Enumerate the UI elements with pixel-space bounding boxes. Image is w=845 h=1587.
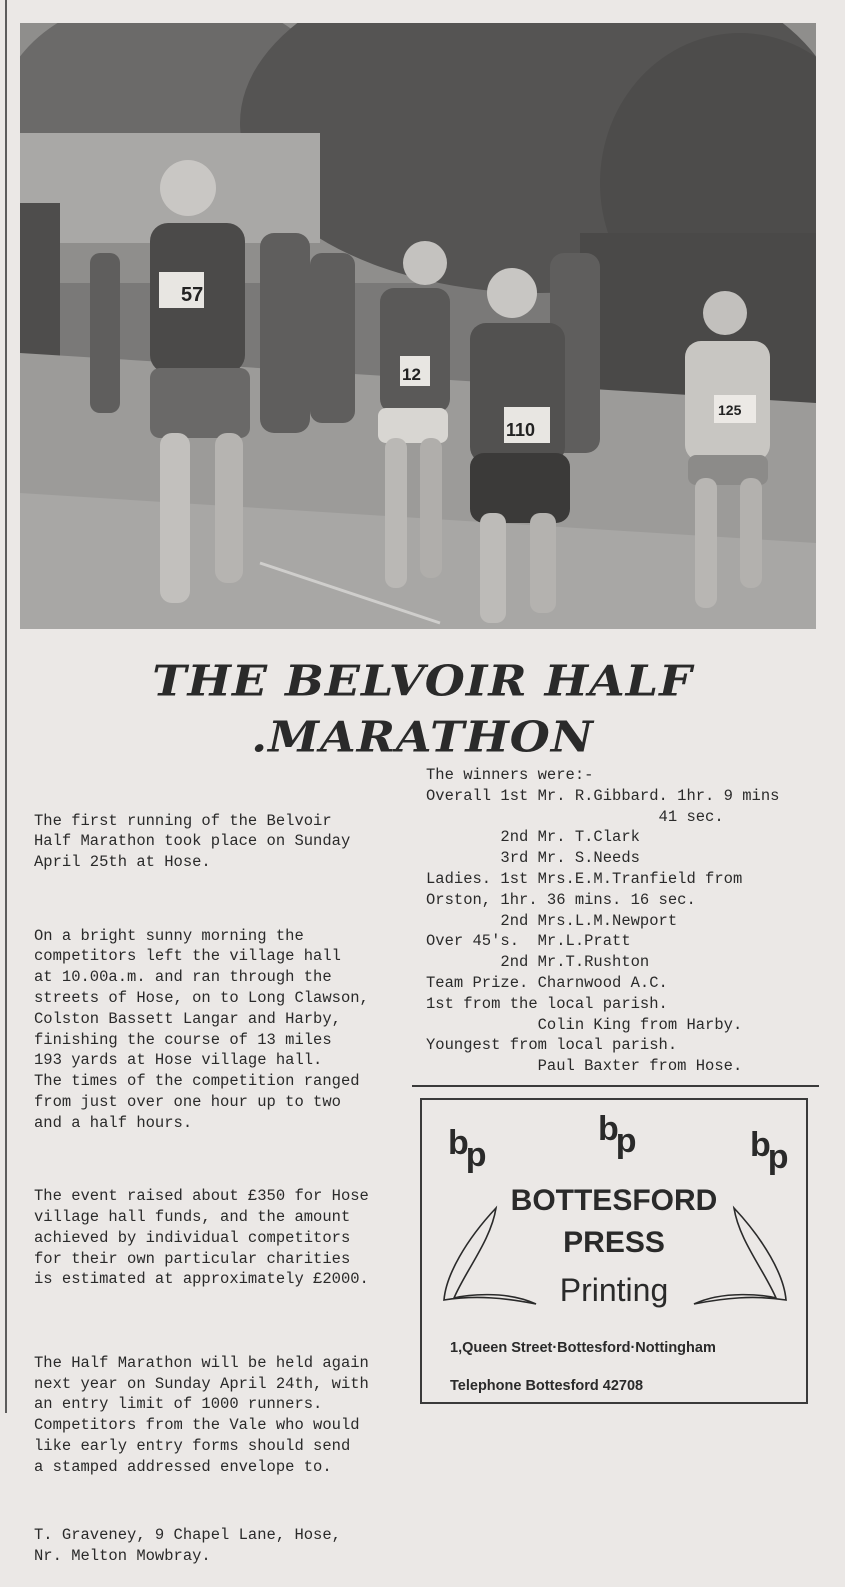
advert-address: 1,Queen Street·Bottesford·Nottingham (450, 1340, 716, 1356)
headline-line-2: .MARATHON (251, 712, 594, 762)
article-paragraph-funds: The event raised about £350 for Hose village hall funds, and the amount achieved by individual competitors for their own particular charities is estimated at approximately £2000. (34, 1187, 369, 1289)
bib-57: 57 (181, 284, 204, 306)
headline-line-1: THE BELVOIR HALF (152, 656, 693, 706)
bib-110: 110 (506, 420, 536, 440)
advert-service: Printing (559, 1272, 669, 1308)
leaf-ornament-left-icon (436, 1200, 546, 1310)
page-edge-rule (5, 0, 7, 1413)
bp-logo-left: bp (448, 1124, 487, 1174)
article-paragraph-route: On a bright sunny morning the competitors left the village hall at 10.00a.m. and ran through the streets of Hose, on to Long Clawson, Colston Bassett Langar and Harby, finishing the course of 13 miles 193 yards at Hose village hall. The times of the competition ranged from just over one hour up to two and a half hours. (34, 926, 369, 1132)
bib-125: 125 (718, 402, 742, 418)
article-contact-address: T. Graveney, 9 Chapel Lane, Hose, Nr. Melton Mowbray. (34, 1526, 341, 1565)
bottesford-press-advert (420, 1098, 808, 1404)
advert-top-rule (412, 1085, 819, 1087)
advert-telephone: Telephone Bottesford 42708 (450, 1378, 644, 1394)
bp-logo-center: bp (598, 1110, 637, 1160)
advert-name-line-2: PRESS (563, 1226, 665, 1259)
advert-name-line-1: BOTTESFORD (510, 1184, 718, 1217)
runners-photo (20, 23, 816, 629)
article-paragraph-next-year: The Half Marathon will be held again next year on Sunday April 24th, with an entry limit of 1000 runners. Competitors from the Vale who would like early entry forms should send a stamped addressed envelope to. (34, 1353, 369, 1476)
article-left-column (34, 769, 369, 1587)
bp-logo-right: bp (750, 1126, 789, 1176)
leaf-ornament-right-icon (684, 1200, 794, 1310)
article-paragraph-intro: The first running of the Belvoir Half Marathon took place on Sunday April 25th at Hose. (34, 811, 351, 872)
winners-list: The winners were:- Overall 1st Mr. R.Gibbard. 1hr. 9 mins 41 sec. 2nd Mr. T.Clark 3rd Mr. S.Needs Ladies. 1st Mrs.E.M.Tranfield from Orston, 1hr. 36 mins. 16 sec. 2nd Mrs.L.M.Newport Over 45's. Mr.L.Pratt 2nd Mr.T.Rushton Team Prize. Charnwood A.C. 1st from the local parish. Colin King from Harby. Youngest from local parish. Paul Baxter from Hose. (426, 766, 780, 1076)
bib-12: 12 (402, 365, 421, 384)
